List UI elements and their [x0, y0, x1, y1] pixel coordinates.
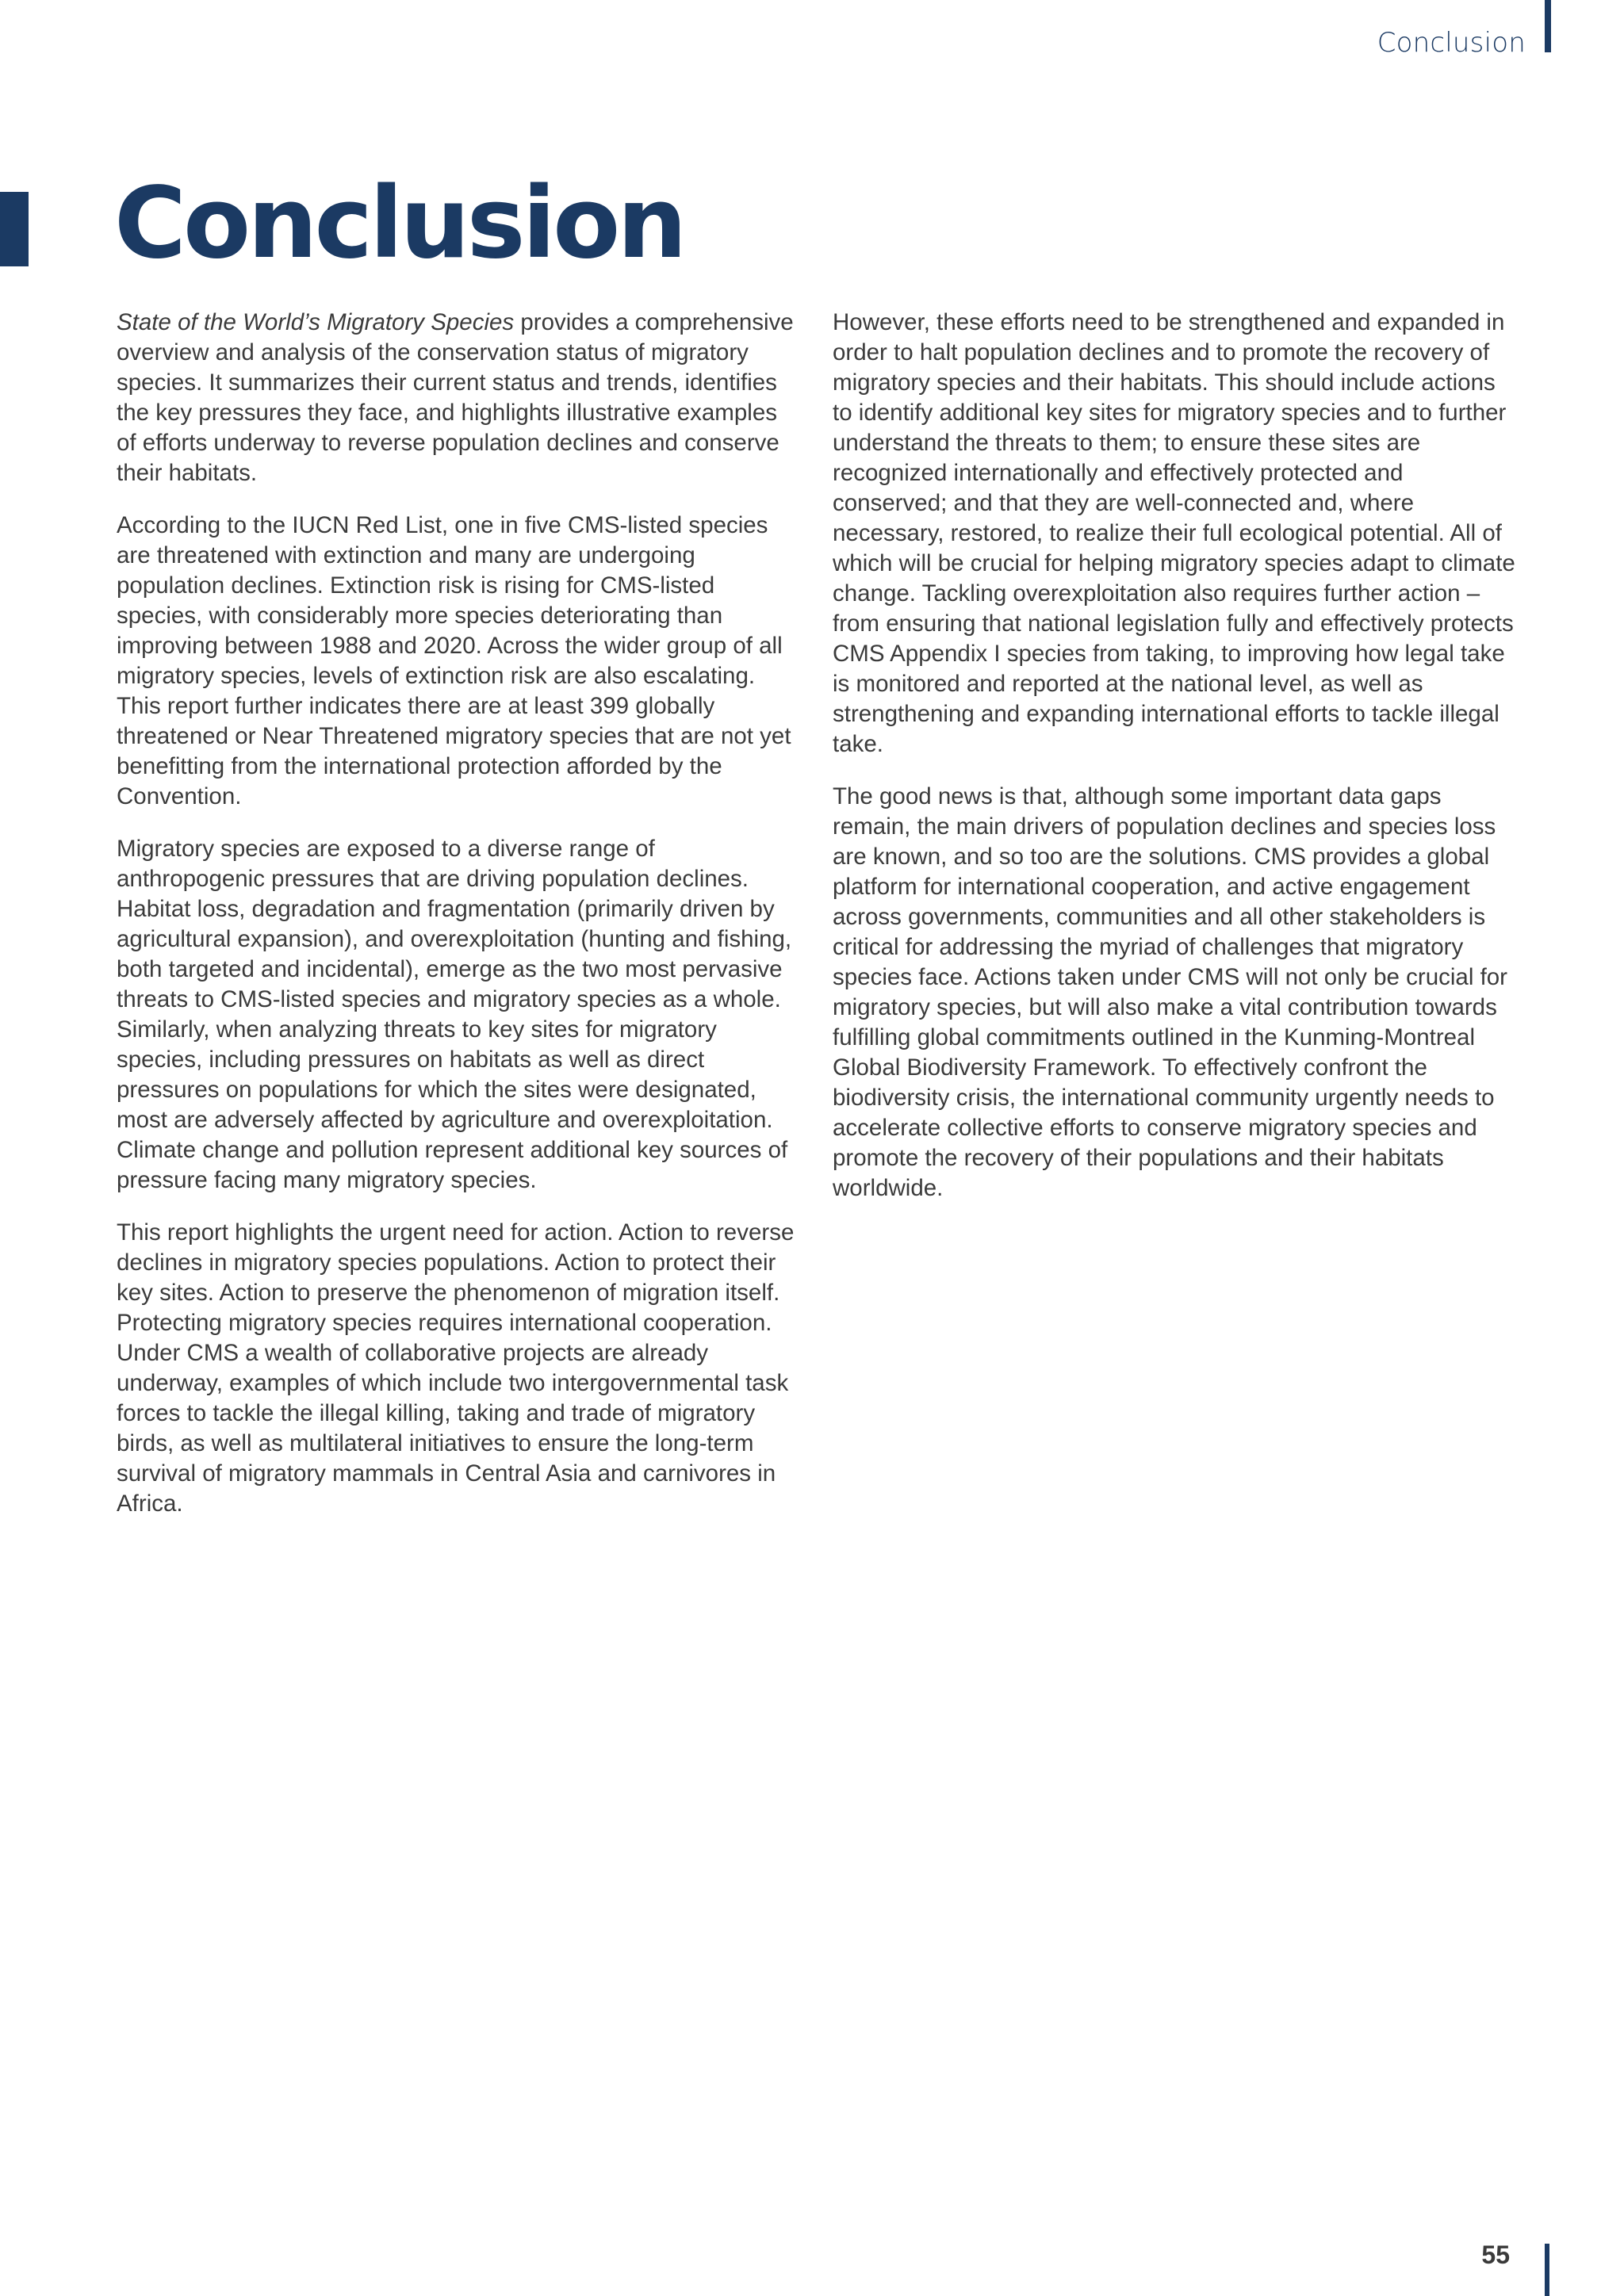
paragraph-pressures: Migratory species are exposed to a diverse range of anthropogenic pressures that are driving population declines. Habitat loss, degradation and fragmentation (primarily driven by agricultural expansion), and overexploitation (hunting and fishing, both targeted and incidental), emerge as the two most pervasive threats to CMS-listed species and migratory species as a whole. Similarly, when analyzing threats to key sites for migratory species, including pressures on habitats as well as direct pressures on populations for which the sites were designated, most are adversely affected by agriculture and overexploitation. Climate change and pollution represent additional key sources of pressure facing many migratory species.	[117, 836, 792, 1193]
page-title: Conclusion	[114, 166, 684, 281]
paragraph-good-news: The good news is that, although some important data gaps remain, the main drivers of population declines and species loss are known, and so too are the solutions. CMS provides a global platform for international cooperation, and active engagement across governments, communities and all other stakeholders is critical for addressing the myriad of challenges that migratory species face. Actions taken under CMS will not only be crucial for migratory species, but will also make a vital contribution towards fulfilling global commitments outlined in the Kunming-Montreal Global Biodiversity Framework. To effectively confront the biodiversity crisis, the international community urgently needs to accelerate collective efforts to conserve migratory species and promote the recovery of their populations and their habitats worldwide.	[833, 783, 1507, 1201]
paragraph-intro	[117, 308, 800, 488]
paragraph-strengthen-efforts: However, these efforts need to be strengthened and expanded in order to halt population declines and to promote the recovery of migratory species and their habitats. This should include actions to identify additional key sites for migratory species and to further understand the threats to them; to ensure these sites are recognized internationally and effectively protected and conserved; and that they are well-connected and, where necessary, restored, to realize their full ecological potential. All of which will be crucial for helping migratory species adapt to climate change. Tackling overexploitation also requires further action – from ensuring that national legislation fully and effectively protects CMS Appendix I species from taking, to improving how legal take is monitored and reported at the national level, as well as strengthening and expanding international efforts to tackle illegal take.	[833, 309, 1515, 757]
paragraph-need-for-action: This report highlights the urgent need for action. Action to reverse declines in migratory species populations. Action to protect their key sites. Action to preserve the phenomenon of migration itself. Protecting migratory species requires international cooperation. Under CMS a wealth of collaborative projects are already underway, examples of which include two intergovernmental task forces to tackle the illegal killing, taking and trade of migratory birds, as well as multilateral initiatives to ensure the long-term survival of migratory mammals in Central Asia and carnivores in Africa.	[117, 1219, 795, 1517]
running-header: Conclusion	[1377, 27, 1526, 59]
right-column	[833, 308, 1518, 1226]
header-rule	[1545, 0, 1551, 52]
publication-title: State of the World’s Migratory Species	[117, 309, 515, 335]
left-column	[117, 308, 800, 1541]
paragraph-intro-text: provides a comprehensive overview and analysis of the conservation status of migratory species. It summarizes their current status and trends, identifies the key pressures they face, and highlights illustrative examples of efforts underway to reverse population declines and conserve their habitats.	[117, 309, 794, 486]
paragraph-red-list: According to the IUCN Red List, one in five CMS-listed species are threatened with extinction and many are undergoing population declines. Extinction risk is rising for CMS-listed species, with considerably more species deteriorating than improving between 1988 and 2020. Across the wider group of all migratory species, levels of extinction risk are also escalating. This report further indicates there are at least 399 globally threatened or Near Threatened migratory species that are not yet benefitting from the international protection afforded by the Convention.	[117, 512, 791, 809]
title-marker	[0, 192, 29, 266]
footer-rule	[1545, 2244, 1549, 2296]
page-number: 55	[1481, 2241, 1510, 2269]
